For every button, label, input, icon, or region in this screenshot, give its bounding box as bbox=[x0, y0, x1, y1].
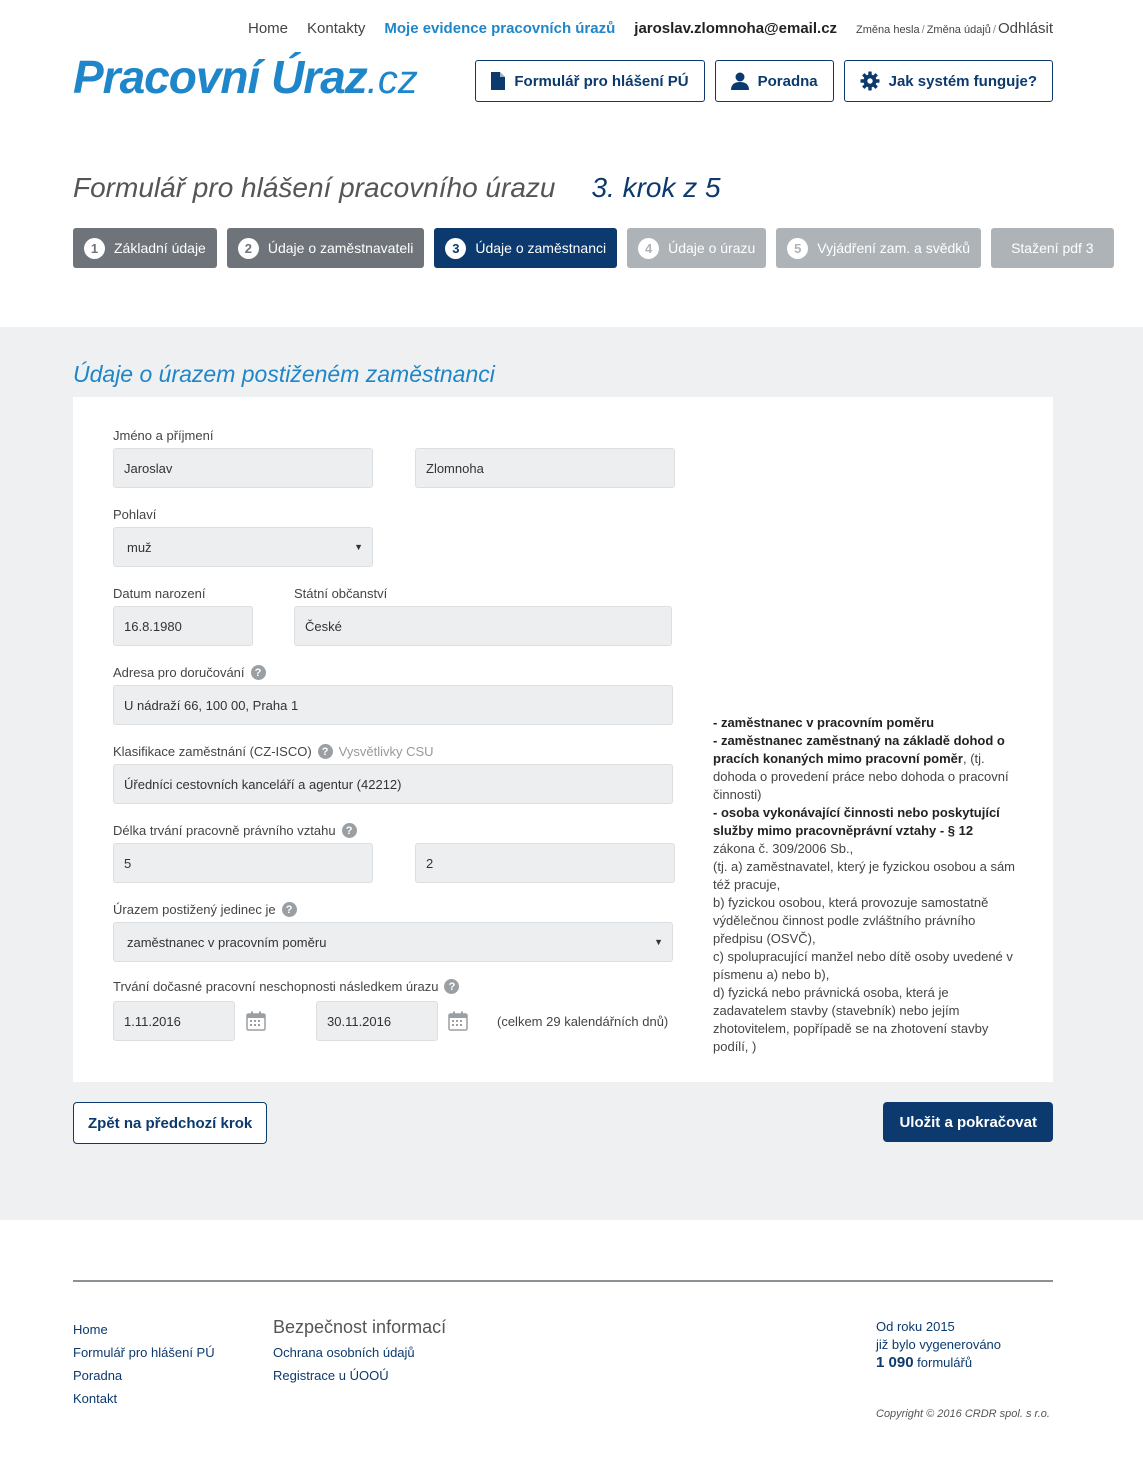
step-tab-3[interactable] bbox=[434, 228, 617, 268]
step-tab-4[interactable] bbox=[627, 228, 766, 268]
footer-privacy-link[interactable]: Ochrana osobních údajů bbox=[273, 1345, 415, 1360]
step-label: Stažení pdf 3 bbox=[1011, 240, 1094, 256]
nav-contacts-link[interactable]: Kontakty bbox=[307, 20, 366, 37]
citizenship-label-text: Státní občanství bbox=[294, 586, 388, 601]
help-icon[interactable]: ? bbox=[251, 665, 266, 680]
user-email: jaroslav.zlomnoha@email.cz bbox=[634, 20, 838, 37]
step-number: 5 bbox=[787, 238, 808, 259]
calendar-icon[interactable] bbox=[448, 1011, 468, 1031]
stats-line-2: již bylo vygenerováno bbox=[876, 1337, 1002, 1352]
report-form-button[interactable] bbox=[475, 60, 704, 102]
how-it-works-button-label: Jak systém funguje? bbox=[888, 72, 1037, 90]
calendar-icon[interactable] bbox=[246, 1011, 266, 1031]
step-label: Údaje o zaměstnavateli bbox=[267, 240, 414, 256]
step-number: 4 bbox=[638, 238, 659, 259]
person-type-label bbox=[113, 902, 297, 917]
gender-label bbox=[113, 507, 156, 522]
person-type-explanation bbox=[713, 714, 1018, 1056]
person-type-value: zaměstnanec v pracovním poměru bbox=[127, 934, 327, 950]
form-title bbox=[73, 172, 721, 204]
step-number: 2 bbox=[238, 238, 259, 259]
dob-label-text: Datum narození bbox=[113, 586, 206, 601]
note-bold-3: - osoba vykonávající činnosti nebo poskytující služby mimo pracovněprávní vztahy - § 12 bbox=[713, 805, 1000, 838]
incapacity-label bbox=[113, 979, 459, 994]
nav-home-link[interactable]: Home bbox=[247, 20, 288, 37]
step-tab-2[interactable] bbox=[227, 228, 425, 268]
dob-input[interactable]: 16.8.1980 bbox=[113, 606, 253, 646]
classification-input[interactable]: Úředníci cestovních kanceláří a agentur (42212) bbox=[113, 764, 673, 804]
duration-months-input[interactable]: 2 bbox=[415, 843, 675, 883]
gender-select[interactable] bbox=[113, 527, 373, 567]
citizenship-input[interactable]: České bbox=[294, 606, 672, 646]
change-password-link[interactable]: Změna hesla bbox=[856, 24, 920, 36]
incapacity-total: (celkem 29 kalendářních dnů) bbox=[497, 1014, 669, 1029]
citizenship-label bbox=[294, 586, 387, 601]
help-icon[interactable]: ? bbox=[282, 902, 297, 917]
address-label bbox=[113, 665, 266, 680]
step-tab-1[interactable] bbox=[73, 228, 217, 268]
logout-link[interactable]: Odhlásit bbox=[997, 20, 1053, 37]
name-label-text: Jméno a příjmení bbox=[113, 428, 214, 443]
footer-security bbox=[273, 1317, 446, 1387]
change-details-link[interactable]: Změna údajů bbox=[926, 24, 991, 36]
name-label bbox=[113, 428, 213, 443]
logo-tld: .cz bbox=[366, 58, 418, 102]
step-label: Údaje o zaměstnanci bbox=[475, 240, 607, 256]
note-text-7: d) fyzická nebo právnická osoba, která je zadavatelem stavby (stavebník) nebo jejím zhotovitelem, popřípadě se na zhotovení stavby podílí, ) bbox=[713, 985, 989, 1054]
footer-registration-link[interactable]: Registrace u ÚOOÚ bbox=[273, 1368, 389, 1383]
header-buttons bbox=[465, 60, 1053, 102]
note-text-5: b) fyzickou osobou, která provozuje samostatně výdělečnou činnost podle zvláštního právního předpisu (OSVČ), bbox=[713, 895, 989, 946]
step-tab-5[interactable] bbox=[776, 228, 981, 268]
date-from-input[interactable]: 1.11.2016 bbox=[113, 1001, 235, 1041]
section-title: Údaje o úrazem postiženém zaměstnanci bbox=[73, 361, 495, 387]
how-it-works-button[interactable] bbox=[844, 60, 1053, 102]
footer-security-heading: Bezpečnost informací bbox=[273, 1317, 447, 1337]
form-section bbox=[0, 327, 1143, 1220]
stats-line-1: Od roku 2015 bbox=[876, 1319, 955, 1334]
gender-value: muž bbox=[127, 539, 152, 555]
help-icon[interactable]: ? bbox=[342, 823, 357, 838]
footer-advice-link[interactable]: Poradna bbox=[73, 1368, 123, 1383]
classification-label bbox=[113, 744, 434, 759]
person-type-select[interactable] bbox=[113, 922, 673, 962]
footer-contact-link[interactable]: Kontakt bbox=[73, 1391, 118, 1406]
advice-button[interactable] bbox=[715, 60, 834, 102]
step-label: Vyjádření zam. a svědků bbox=[817, 240, 971, 256]
duration-label bbox=[113, 823, 357, 838]
dropdown-arrow-icon: ▼ bbox=[354, 542, 363, 552]
note-bold-1: - zaměstnanec v pracovním poměru bbox=[713, 715, 935, 730]
step-indicator: 3. krok z 5 bbox=[591, 172, 721, 203]
note-text-2: , (tj. dohoda o provedení práce nebo dohoda o pracovní činnosti) bbox=[713, 751, 1009, 802]
note-text-4: (tj. a) zaměstnavatel, který je fyzickou osobou a sám též pracuje, bbox=[713, 859, 1016, 892]
address-label-text: Adresa pro doručování bbox=[113, 665, 245, 680]
classification-label-text: Klasifikace zaměstnání (CZ-ISCO) bbox=[113, 744, 312, 759]
address-input[interactable]: U nádraží 66, 100 00, Praha 1 bbox=[113, 685, 673, 725]
date-to-input[interactable]: 30.11.2016 bbox=[316, 1001, 438, 1041]
duration-years-input[interactable]: 5 bbox=[113, 843, 373, 883]
step-number: 1 bbox=[84, 238, 105, 259]
dob-label bbox=[113, 586, 206, 601]
step-number: 3 bbox=[445, 238, 466, 259]
note-text-3: zákona č. 309/2006 Sb., bbox=[713, 841, 854, 856]
separator: / bbox=[992, 24, 996, 36]
top-nav bbox=[229, 20, 1053, 37]
footer-stats bbox=[876, 1318, 1001, 1372]
report-form-button-label: Formulář pro hlášení PÚ bbox=[514, 72, 689, 90]
nav-my-records-link[interactable]: Moje evidence pracovních úrazů bbox=[384, 20, 616, 37]
user-icon bbox=[731, 72, 749, 90]
footer-form-link[interactable]: Formulář pro hlášení PÚ bbox=[73, 1345, 215, 1360]
duration-label-text: Délka trvání pracovně právního vztahu bbox=[113, 823, 336, 838]
separator: / bbox=[921, 24, 925, 36]
footer-home-link[interactable]: Home bbox=[73, 1322, 108, 1337]
footer-divider bbox=[73, 1280, 1053, 1282]
account-links bbox=[856, 20, 1053, 37]
logo-main: Pracovní Úraz bbox=[73, 51, 367, 103]
first-name-input[interactable]: Jaroslav bbox=[113, 448, 373, 488]
last-name-input[interactable]: Zlomnoha bbox=[415, 448, 675, 488]
step-label: Základní údaje bbox=[114, 240, 206, 256]
back-button[interactable]: Zpět na předchozí krok bbox=[73, 1102, 267, 1144]
step-tab-pdf[interactable] bbox=[991, 228, 1114, 268]
help-icon[interactable]: ? bbox=[444, 979, 459, 994]
gender-label-text: Pohlaví bbox=[113, 507, 157, 522]
save-continue-button[interactable]: Uložit a pokračovat bbox=[883, 1102, 1053, 1142]
dropdown-arrow-icon: ▼ bbox=[654, 937, 663, 947]
copyright: Copyright © 2016 CRDR spol. s r.o. bbox=[876, 1408, 1050, 1420]
document-icon bbox=[491, 72, 505, 90]
note-text-6: c) spolupracující manžel nebo dítě osoby uvedené v písmenu a) nebo b), bbox=[713, 949, 1013, 982]
step-tabs bbox=[73, 228, 1114, 268]
step-label: Údaje o úrazu bbox=[668, 240, 756, 256]
advice-button-label: Poradna bbox=[757, 72, 818, 90]
stats-count: 1 090 bbox=[876, 1354, 914, 1371]
stats-unit: formulářů bbox=[917, 1355, 973, 1370]
site-logo[interactable] bbox=[73, 50, 418, 104]
footer-nav bbox=[73, 1318, 215, 1410]
help-icon[interactable]: ? bbox=[318, 744, 333, 759]
person-type-label-text: Úrazem postižený jedinec je bbox=[113, 902, 276, 917]
note-bold-2: - zaměstnanec zaměstnaný na základě dohod o pracích konaných mimo pracovní poměr bbox=[713, 733, 1005, 766]
classification-help-link[interactable]: Vysvětlivky CSU bbox=[338, 744, 434, 759]
gear-icon bbox=[860, 71, 880, 91]
form-card bbox=[73, 397, 1053, 1082]
incapacity-label-text: Trvání dočasné pracovní neschopnosti následkem úrazu bbox=[113, 979, 439, 994]
form-title-text: Formulář pro hlášení pracovního úrazu bbox=[73, 172, 556, 203]
